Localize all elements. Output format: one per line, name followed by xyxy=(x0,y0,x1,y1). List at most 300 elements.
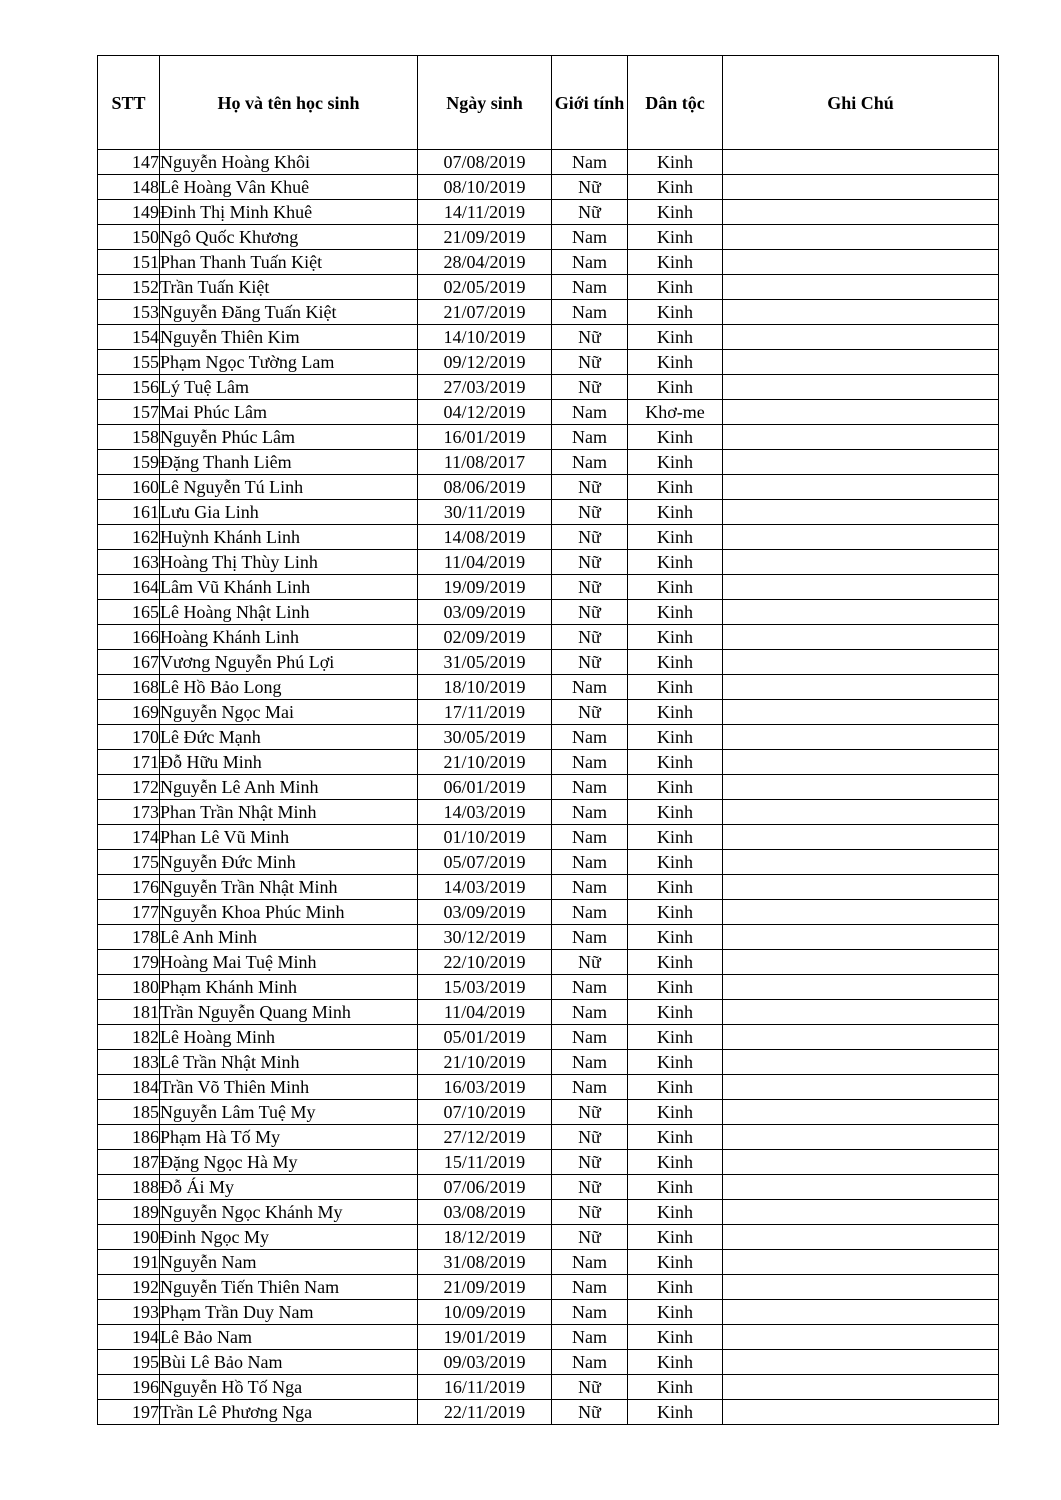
table-row xyxy=(98,525,999,550)
cell-gender: Nữ xyxy=(552,600,628,625)
table-row xyxy=(98,1025,999,1050)
cell-gender: Nam xyxy=(552,800,628,825)
cell-note xyxy=(723,1075,999,1100)
cell-gender: Nữ xyxy=(552,1125,628,1150)
cell-ethnicity: Kinh xyxy=(628,1400,723,1425)
cell-ethnicity: Kinh xyxy=(628,475,723,500)
cell-stt: 167 xyxy=(98,650,160,675)
cell-gender: Nữ xyxy=(552,350,628,375)
cell-dob: 21/10/2019 xyxy=(418,750,552,775)
table-row xyxy=(98,1100,999,1125)
cell-gender: Nam xyxy=(552,450,628,475)
cell-dob: 30/12/2019 xyxy=(418,925,552,950)
cell-ethnicity: Kinh xyxy=(628,200,723,225)
cell-ethnicity: Kinh xyxy=(628,1200,723,1225)
header-gender: Giới tính xyxy=(552,56,628,150)
cell-name: Lưu Gia Linh xyxy=(160,500,418,525)
table-row xyxy=(98,1400,999,1425)
cell-stt: 197 xyxy=(98,1400,160,1425)
cell-dob: 06/01/2019 xyxy=(418,775,552,800)
cell-ethnicity: Kinh xyxy=(628,1000,723,1025)
cell-dob: 18/10/2019 xyxy=(418,675,552,700)
cell-name: Nguyễn Hồ Tố Nga xyxy=(160,1375,418,1400)
cell-note xyxy=(723,1350,999,1375)
cell-dob: 03/09/2019 xyxy=(418,600,552,625)
cell-dob: 05/07/2019 xyxy=(418,850,552,875)
table-row xyxy=(98,750,999,775)
cell-note xyxy=(723,1400,999,1425)
cell-note xyxy=(723,275,999,300)
cell-name: Lý Tuệ Lâm xyxy=(160,375,418,400)
cell-stt: 187 xyxy=(98,1150,160,1175)
cell-note xyxy=(723,1125,999,1150)
cell-name: Trần Tuấn Kiệt xyxy=(160,275,418,300)
cell-note xyxy=(723,1375,999,1400)
cell-dob: 05/01/2019 xyxy=(418,1025,552,1050)
cell-ethnicity: Kinh xyxy=(628,925,723,950)
cell-ethnicity: Kinh xyxy=(628,175,723,200)
table-row xyxy=(98,700,999,725)
cell-dob: 19/09/2019 xyxy=(418,575,552,600)
cell-name: Nguyễn Trần Nhật Minh xyxy=(160,875,418,900)
table-row xyxy=(98,800,999,825)
cell-stt: 166 xyxy=(98,625,160,650)
cell-ethnicity: Kinh xyxy=(628,1225,723,1250)
cell-stt: 151 xyxy=(98,250,160,275)
cell-gender: Nữ xyxy=(552,375,628,400)
table-row xyxy=(98,1000,999,1025)
cell-stt: 148 xyxy=(98,175,160,200)
cell-dob: 19/01/2019 xyxy=(418,1325,552,1350)
cell-stt: 154 xyxy=(98,325,160,350)
cell-stt: 171 xyxy=(98,750,160,775)
cell-name: Phạm Ngọc Tường Lam xyxy=(160,350,418,375)
cell-gender: Nữ xyxy=(552,650,628,675)
cell-ethnicity: Kinh xyxy=(628,625,723,650)
cell-stt: 164 xyxy=(98,575,160,600)
cell-note xyxy=(723,475,999,500)
cell-dob: 08/10/2019 xyxy=(418,175,552,200)
cell-dob: 30/05/2019 xyxy=(418,725,552,750)
cell-stt: 190 xyxy=(98,1225,160,1250)
table-row xyxy=(98,1225,999,1250)
cell-stt: 159 xyxy=(98,450,160,475)
cell-name: Đỗ Hữu Minh xyxy=(160,750,418,775)
cell-name: Nguyễn Nam xyxy=(160,1250,418,1275)
cell-ethnicity: Kinh xyxy=(628,450,723,475)
cell-stt: 153 xyxy=(98,300,160,325)
cell-ethnicity: Kinh xyxy=(628,1250,723,1275)
cell-gender: Nữ xyxy=(552,950,628,975)
cell-stt: 150 xyxy=(98,225,160,250)
cell-stt: 162 xyxy=(98,525,160,550)
header-row xyxy=(98,56,999,150)
cell-note xyxy=(723,650,999,675)
table-row xyxy=(98,675,999,700)
cell-name: Trần Nguyễn Quang Minh xyxy=(160,1000,418,1025)
cell-dob: 01/10/2019 xyxy=(418,825,552,850)
cell-dob: 14/10/2019 xyxy=(418,325,552,350)
table-row xyxy=(98,150,999,175)
cell-ethnicity: Kinh xyxy=(628,675,723,700)
cell-dob: 07/10/2019 xyxy=(418,1100,552,1125)
cell-dob: 14/03/2019 xyxy=(418,800,552,825)
cell-ethnicity: Kinh xyxy=(628,550,723,575)
cell-ethnicity: Kinh xyxy=(628,1275,723,1300)
cell-dob: 16/01/2019 xyxy=(418,425,552,450)
cell-stt: 152 xyxy=(98,275,160,300)
table-row xyxy=(98,975,999,1000)
cell-gender: Nữ xyxy=(552,700,628,725)
table-row xyxy=(98,1275,999,1300)
cell-note xyxy=(723,325,999,350)
cell-dob: 07/08/2019 xyxy=(418,150,552,175)
cell-name: Nguyễn Phúc Lâm xyxy=(160,425,418,450)
header-dob: Ngày sinh xyxy=(418,56,552,150)
cell-ethnicity: Kinh xyxy=(628,1150,723,1175)
cell-name: Đinh Ngọc My xyxy=(160,1225,418,1250)
cell-ethnicity: Kinh xyxy=(628,725,723,750)
cell-name: Đặng Ngọc Hà My xyxy=(160,1150,418,1175)
cell-name: Phạm Hà Tố My xyxy=(160,1125,418,1150)
cell-stt: 169 xyxy=(98,700,160,725)
cell-dob: 02/09/2019 xyxy=(418,625,552,650)
cell-name: Bùi Lê Bảo Nam xyxy=(160,1350,418,1375)
cell-stt: 161 xyxy=(98,500,160,525)
header-stt: STT xyxy=(98,56,160,150)
cell-gender: Nữ xyxy=(552,575,628,600)
cell-gender: Nam xyxy=(552,675,628,700)
cell-name: Nguyễn Lê Anh Minh xyxy=(160,775,418,800)
cell-note xyxy=(723,1025,999,1050)
cell-gender: Nữ xyxy=(552,200,628,225)
cell-stt: 185 xyxy=(98,1100,160,1125)
cell-gender: Nữ xyxy=(552,625,628,650)
cell-note xyxy=(723,825,999,850)
cell-dob: 21/07/2019 xyxy=(418,300,552,325)
table-row xyxy=(98,250,999,275)
cell-dob: 14/11/2019 xyxy=(418,200,552,225)
cell-ethnicity: Kinh xyxy=(628,575,723,600)
table-row xyxy=(98,275,999,300)
cell-gender: Nữ xyxy=(552,175,628,200)
cell-note xyxy=(723,300,999,325)
cell-name: Nguyễn Đăng Tuấn Kiệt xyxy=(160,300,418,325)
roster-body xyxy=(98,150,999,1425)
cell-dob: 28/04/2019 xyxy=(418,250,552,275)
cell-stt: 163 xyxy=(98,550,160,575)
cell-note xyxy=(723,1225,999,1250)
cell-name: Mai Phúc Lâm xyxy=(160,400,418,425)
cell-note xyxy=(723,450,999,475)
cell-gender: Nữ xyxy=(552,1200,628,1225)
table-row xyxy=(98,950,999,975)
cell-note xyxy=(723,400,999,425)
cell-gender: Nam xyxy=(552,1075,628,1100)
cell-stt: 155 xyxy=(98,350,160,375)
cell-ethnicity: Kinh xyxy=(628,1350,723,1375)
cell-gender: Nam xyxy=(552,775,628,800)
cell-ethnicity: Kinh xyxy=(628,775,723,800)
cell-ethnicity: Kinh xyxy=(628,325,723,350)
cell-gender: Nam xyxy=(552,1000,628,1025)
cell-ethnicity: Khơ-me xyxy=(628,400,723,425)
cell-name: Phan Thanh Tuấn Kiệt xyxy=(160,250,418,275)
cell-name: Đỗ Ái My xyxy=(160,1175,418,1200)
cell-gender: Nữ xyxy=(552,1400,628,1425)
cell-name: Nguyễn Ngọc Khánh My xyxy=(160,1200,418,1225)
cell-gender: Nữ xyxy=(552,1150,628,1175)
table-row xyxy=(98,175,999,200)
table-row xyxy=(98,850,999,875)
cell-dob: 07/06/2019 xyxy=(418,1175,552,1200)
cell-note xyxy=(723,250,999,275)
cell-note xyxy=(723,875,999,900)
table-row xyxy=(98,650,999,675)
cell-gender: Nam xyxy=(552,150,628,175)
cell-ethnicity: Kinh xyxy=(628,1375,723,1400)
table-row xyxy=(98,1325,999,1350)
cell-gender: Nữ xyxy=(552,525,628,550)
cell-name: Lê Anh Minh xyxy=(160,925,418,950)
cell-gender: Nam xyxy=(552,725,628,750)
cell-stt: 165 xyxy=(98,600,160,625)
cell-ethnicity: Kinh xyxy=(628,600,723,625)
cell-name: Phạm Khánh Minh xyxy=(160,975,418,1000)
cell-note xyxy=(723,1050,999,1075)
cell-note xyxy=(723,375,999,400)
table-row xyxy=(98,450,999,475)
cell-stt: 156 xyxy=(98,375,160,400)
cell-gender: Nam xyxy=(552,850,628,875)
table-row xyxy=(98,350,999,375)
cell-stt: 184 xyxy=(98,1075,160,1100)
cell-note xyxy=(723,1150,999,1175)
cell-note xyxy=(723,500,999,525)
cell-dob: 11/04/2019 xyxy=(418,550,552,575)
cell-note xyxy=(723,925,999,950)
cell-name: Lê Nguyễn Tú Linh xyxy=(160,475,418,500)
cell-dob: 11/08/2017 xyxy=(418,450,552,475)
table-row xyxy=(98,1125,999,1150)
cell-note xyxy=(723,175,999,200)
cell-ethnicity: Kinh xyxy=(628,800,723,825)
table-row xyxy=(98,875,999,900)
cell-dob: 08/06/2019 xyxy=(418,475,552,500)
cell-stt: 175 xyxy=(98,850,160,875)
cell-ethnicity: Kinh xyxy=(628,825,723,850)
table-row xyxy=(98,1250,999,1275)
table-row xyxy=(98,325,999,350)
cell-stt: 170 xyxy=(98,725,160,750)
cell-stt: 191 xyxy=(98,1250,160,1275)
cell-stt: 193 xyxy=(98,1300,160,1325)
cell-gender: Nam xyxy=(552,425,628,450)
cell-gender: Nam xyxy=(552,1325,628,1350)
cell-ethnicity: Kinh xyxy=(628,500,723,525)
cell-note xyxy=(723,425,999,450)
table-row xyxy=(98,725,999,750)
cell-gender: Nam xyxy=(552,925,628,950)
cell-name: Nguyễn Khoa Phúc Minh xyxy=(160,900,418,925)
cell-dob: 03/09/2019 xyxy=(418,900,552,925)
table-row xyxy=(98,475,999,500)
cell-stt: 149 xyxy=(98,200,160,225)
cell-ethnicity: Kinh xyxy=(628,1050,723,1075)
cell-note xyxy=(723,525,999,550)
cell-name: Ngô Quốc Khương xyxy=(160,225,418,250)
cell-ethnicity: Kinh xyxy=(628,525,723,550)
cell-dob: 11/04/2019 xyxy=(418,1000,552,1025)
cell-note xyxy=(723,600,999,625)
header-note: Ghi Chú xyxy=(723,56,999,150)
cell-name: Lê Trần Nhật Minh xyxy=(160,1050,418,1075)
cell-note xyxy=(723,775,999,800)
table-row xyxy=(98,900,999,925)
cell-stt: 160 xyxy=(98,475,160,500)
cell-ethnicity: Kinh xyxy=(628,1075,723,1100)
cell-gender: Nam xyxy=(552,975,628,1000)
cell-gender: Nữ xyxy=(552,1225,628,1250)
table-row xyxy=(98,425,999,450)
cell-ethnicity: Kinh xyxy=(628,650,723,675)
cell-name: Trần Võ Thiên Minh xyxy=(160,1075,418,1100)
table-row xyxy=(98,375,999,400)
table-row xyxy=(98,775,999,800)
cell-ethnicity: Kinh xyxy=(628,850,723,875)
cell-note xyxy=(723,350,999,375)
cell-stt: 174 xyxy=(98,825,160,850)
cell-gender: Nam xyxy=(552,1275,628,1300)
cell-name: Nguyễn Tiến Thiên Nam xyxy=(160,1275,418,1300)
cell-note xyxy=(723,1300,999,1325)
cell-stt: 182 xyxy=(98,1025,160,1050)
cell-note xyxy=(723,1250,999,1275)
cell-name: Nguyễn Ngọc Mai xyxy=(160,700,418,725)
table-row xyxy=(98,1200,999,1225)
cell-dob: 02/05/2019 xyxy=(418,275,552,300)
cell-name: Phan Lê Vũ Minh xyxy=(160,825,418,850)
cell-gender: Nữ xyxy=(552,325,628,350)
cell-gender: Nam xyxy=(552,400,628,425)
cell-ethnicity: Kinh xyxy=(628,275,723,300)
table-row xyxy=(98,1075,999,1100)
cell-name: Đinh Thị Minh Khuê xyxy=(160,200,418,225)
cell-dob: 17/11/2019 xyxy=(418,700,552,725)
cell-stt: 186 xyxy=(98,1125,160,1150)
cell-name: Nguyễn Đức Minh xyxy=(160,850,418,875)
cell-gender: Nữ xyxy=(552,550,628,575)
table-row xyxy=(98,225,999,250)
cell-name: Phạm Trần Duy Nam xyxy=(160,1300,418,1325)
cell-dob: 21/09/2019 xyxy=(418,225,552,250)
cell-stt: 189 xyxy=(98,1200,160,1225)
cell-stt: 183 xyxy=(98,1050,160,1075)
cell-note xyxy=(723,625,999,650)
header-ethnicity: Dân tộc xyxy=(628,56,723,150)
cell-note xyxy=(723,550,999,575)
cell-gender: Nam xyxy=(552,225,628,250)
cell-gender: Nữ xyxy=(552,1375,628,1400)
table-row xyxy=(98,925,999,950)
cell-ethnicity: Kinh xyxy=(628,1175,723,1200)
cell-ethnicity: Kinh xyxy=(628,300,723,325)
cell-stt: 147 xyxy=(98,150,160,175)
cell-ethnicity: Kinh xyxy=(628,350,723,375)
cell-gender: Nam xyxy=(552,250,628,275)
cell-dob: 09/12/2019 xyxy=(418,350,552,375)
cell-name: Lê Đức Mạnh xyxy=(160,725,418,750)
cell-note xyxy=(723,675,999,700)
cell-stt: 158 xyxy=(98,425,160,450)
cell-ethnicity: Kinh xyxy=(628,225,723,250)
cell-dob: 09/03/2019 xyxy=(418,1350,552,1375)
cell-dob: 14/08/2019 xyxy=(418,525,552,550)
cell-dob: 15/11/2019 xyxy=(418,1150,552,1175)
cell-name: Đặng Thanh Liêm xyxy=(160,450,418,475)
cell-name: Huỳnh Khánh Linh xyxy=(160,525,418,550)
cell-dob: 03/08/2019 xyxy=(418,1200,552,1225)
table-row xyxy=(98,300,999,325)
table-row xyxy=(98,500,999,525)
cell-name: Vương Nguyễn Phú Lợi xyxy=(160,650,418,675)
cell-ethnicity: Kinh xyxy=(628,875,723,900)
table-row xyxy=(98,1050,999,1075)
cell-dob: 22/10/2019 xyxy=(418,950,552,975)
cell-name: Nguyễn Lâm Tuệ My xyxy=(160,1100,418,1125)
cell-gender: Nữ xyxy=(552,475,628,500)
cell-note xyxy=(723,575,999,600)
table-row xyxy=(98,1300,999,1325)
cell-note xyxy=(723,1000,999,1025)
cell-dob: 27/12/2019 xyxy=(418,1125,552,1150)
cell-gender: Nam xyxy=(552,875,628,900)
cell-stt: 168 xyxy=(98,675,160,700)
cell-dob: 27/03/2019 xyxy=(418,375,552,400)
cell-dob: 30/11/2019 xyxy=(418,500,552,525)
cell-ethnicity: Kinh xyxy=(628,950,723,975)
cell-ethnicity: Kinh xyxy=(628,975,723,1000)
cell-gender: Nam xyxy=(552,900,628,925)
cell-gender: Nam xyxy=(552,825,628,850)
cell-name: Lê Hồ Bảo Long xyxy=(160,675,418,700)
cell-dob: 15/03/2019 xyxy=(418,975,552,1000)
table-row xyxy=(98,1375,999,1400)
cell-note xyxy=(723,200,999,225)
cell-ethnicity: Kinh xyxy=(628,1325,723,1350)
cell-note xyxy=(723,1200,999,1225)
cell-dob: 21/10/2019 xyxy=(418,1050,552,1075)
cell-note xyxy=(723,1100,999,1125)
student-roster-table xyxy=(97,55,999,1425)
cell-stt: 176 xyxy=(98,875,160,900)
cell-stt: 196 xyxy=(98,1375,160,1400)
cell-ethnicity: Kinh xyxy=(628,150,723,175)
cell-stt: 179 xyxy=(98,950,160,975)
cell-gender: Nam xyxy=(552,750,628,775)
cell-ethnicity: Kinh xyxy=(628,1100,723,1125)
cell-gender: Nam xyxy=(552,1250,628,1275)
cell-gender: Nữ xyxy=(552,1100,628,1125)
cell-name: Lâm Vũ Khánh Linh xyxy=(160,575,418,600)
cell-note xyxy=(723,850,999,875)
table-row xyxy=(98,825,999,850)
cell-stt: 157 xyxy=(98,400,160,425)
cell-gender: Nam xyxy=(552,1025,628,1050)
table-row xyxy=(98,575,999,600)
cell-name: Trần Lê Phương Nga xyxy=(160,1400,418,1425)
cell-gender: Nam xyxy=(552,300,628,325)
